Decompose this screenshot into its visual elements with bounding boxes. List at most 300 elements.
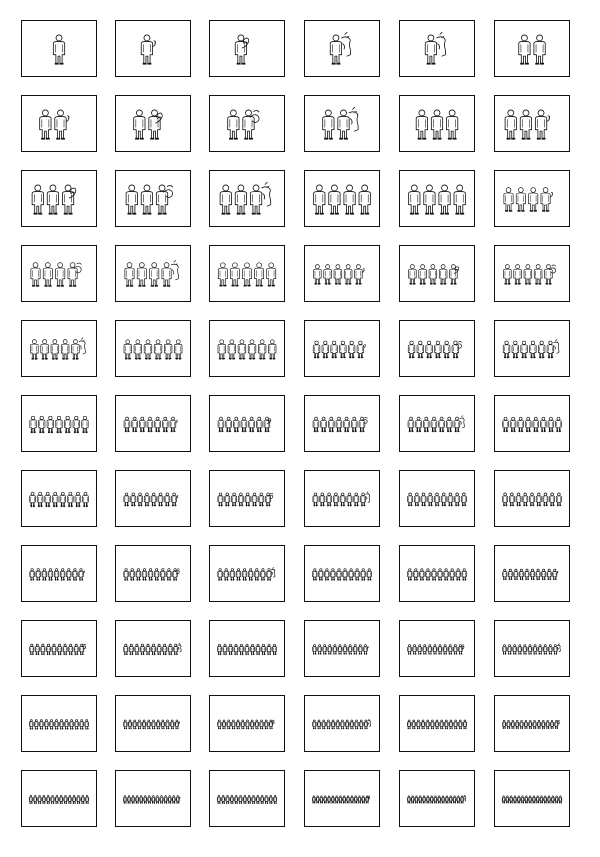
- person-figure: [239, 795, 242, 803]
- person-figure: [136, 569, 141, 581]
- person-figure: [320, 796, 323, 803]
- comic-panel: [304, 320, 380, 377]
- comic-panel: [494, 95, 570, 152]
- person-figure: [516, 188, 525, 212]
- person-figure: [454, 416, 464, 432]
- person-figure: [445, 720, 448, 729]
- person-figure: [328, 645, 332, 655]
- comic-panel: [399, 320, 475, 377]
- person-figure: [423, 645, 427, 655]
- motion-lines: [178, 643, 181, 652]
- panel-drawing: [116, 21, 190, 76]
- person-figure: [157, 644, 161, 655]
- person-figure: [458, 645, 463, 655]
- person-figure: [423, 417, 429, 432]
- panel-drawing: [400, 246, 474, 301]
- person-figure: [407, 796, 410, 803]
- person-figure: [411, 796, 414, 803]
- person-figure: [327, 720, 331, 729]
- comic-panel: [115, 320, 191, 377]
- person-figure: [34, 795, 37, 803]
- panel-drawing: [305, 321, 379, 376]
- person-figure: [134, 340, 142, 359]
- person-figure: [267, 263, 276, 286]
- person-figure: [230, 795, 233, 803]
- person-figure: [314, 185, 325, 215]
- person-figure: [543, 645, 547, 655]
- person-figure: [32, 185, 43, 215]
- person-figure: [441, 493, 446, 506]
- person-figure: [418, 645, 422, 655]
- person-figure: [35, 644, 39, 655]
- person-figure: [548, 417, 554, 432]
- comic-panel: [115, 395, 191, 452]
- panel-drawing: [495, 471, 569, 526]
- person-figure: [232, 493, 237, 506]
- comic-panel: [304, 770, 380, 827]
- person-figure: [252, 493, 257, 506]
- person-figure: [348, 645, 352, 655]
- comic-panel: [399, 620, 475, 677]
- panel-drawing: [22, 171, 96, 226]
- panel-drawing: [116, 246, 190, 301]
- person-figure: [162, 260, 179, 286]
- person-figure: [340, 341, 347, 358]
- comic-panel: [209, 620, 285, 677]
- person-figure: [412, 720, 415, 729]
- person-figure: [56, 416, 62, 433]
- person-figure: [421, 720, 424, 729]
- comic-panel: [494, 470, 570, 527]
- person-figure: [329, 185, 340, 215]
- panel-drawing: [210, 21, 284, 76]
- comic-panel: [304, 695, 380, 752]
- comic-panel: [21, 320, 97, 377]
- person-figure: [529, 796, 532, 803]
- comic-panel: [399, 545, 475, 602]
- person-figure: [429, 265, 437, 285]
- person-figure: [136, 796, 139, 804]
- person-figure: [355, 569, 360, 581]
- person-figure: [230, 569, 235, 581]
- person-figure: [542, 569, 546, 580]
- person-figure: [424, 185, 435, 215]
- panel-drawing: [495, 696, 569, 751]
- person-figure: [243, 795, 246, 803]
- comic-panel: [399, 395, 475, 452]
- person-figure: [541, 188, 553, 212]
- person-figure: [555, 720, 560, 728]
- person-figure: [217, 644, 221, 655]
- comic-panel: [21, 695, 97, 752]
- person-figure: [556, 417, 562, 432]
- person-figure: [60, 569, 65, 581]
- person-figure: [508, 569, 512, 580]
- panel-drawing: [305, 471, 379, 526]
- person-figure: [509, 493, 514, 506]
- person-figure: [82, 416, 88, 433]
- person-figure: [80, 644, 86, 655]
- person-figure: [503, 341, 510, 358]
- person-figure: [350, 796, 353, 803]
- person-figure: [334, 265, 342, 285]
- person-figure: [60, 795, 63, 803]
- person-figure: [47, 185, 58, 215]
- person-figure: [218, 263, 227, 286]
- person-figure: [42, 795, 45, 803]
- person-figure: [331, 796, 334, 803]
- person-figure: [241, 720, 245, 729]
- person-figure: [524, 720, 527, 728]
- person-figure: [242, 263, 251, 286]
- person-figure: [55, 795, 58, 803]
- person-figure: [328, 417, 334, 432]
- person-figure: [74, 644, 78, 655]
- person-figure: [224, 569, 229, 581]
- panel-drawing: [400, 696, 474, 751]
- person-figure: [39, 720, 43, 730]
- person-figure: [124, 417, 130, 432]
- panel-drawing: [305, 621, 379, 676]
- person-figure: [38, 795, 41, 803]
- person-figure: [319, 569, 324, 581]
- panel-drawing: [305, 696, 379, 751]
- comic-panel: [304, 470, 380, 527]
- person-figure: [359, 417, 367, 432]
- person-figure: [128, 720, 132, 729]
- person-figure: [529, 188, 538, 212]
- panel-drawing: [22, 771, 96, 826]
- motion-lines: [342, 32, 351, 56]
- person-figure: [228, 340, 236, 359]
- person-figure: [545, 265, 556, 285]
- person-figure: [68, 492, 74, 507]
- person-figure: [355, 720, 359, 729]
- panel-drawing: [210, 171, 284, 226]
- person-figure: [147, 720, 151, 729]
- person-figure: [506, 796, 509, 803]
- person-figure: [56, 263, 65, 287]
- person-figure: [139, 417, 145, 432]
- person-figure: [533, 645, 537, 655]
- person-figure: [461, 493, 466, 506]
- person-figure: [547, 340, 559, 358]
- person-figure: [164, 340, 172, 359]
- person-figure: [314, 265, 322, 285]
- person-figure: [156, 720, 160, 729]
- person-figure: [428, 645, 432, 655]
- person-figure: [322, 341, 329, 358]
- person-figure: [223, 644, 227, 655]
- person-figure: [409, 265, 417, 285]
- person-figure: [439, 185, 450, 215]
- person-figure: [235, 35, 248, 65]
- person-figure: [312, 796, 315, 803]
- person-figure: [29, 720, 33, 730]
- comic-panel: [209, 545, 285, 602]
- comic-panel: [209, 695, 285, 752]
- person-figure: [137, 263, 146, 287]
- person-figure: [232, 720, 236, 729]
- person-figure: [449, 720, 452, 729]
- person-figure: [154, 569, 159, 581]
- person-figure: [361, 569, 366, 581]
- person-figure: [65, 720, 69, 730]
- person-figure: [512, 341, 519, 358]
- person-figure: [536, 569, 540, 580]
- person-figure: [536, 796, 539, 803]
- panel-drawing: [210, 621, 284, 676]
- person-figure: [529, 720, 532, 728]
- person-figure: [534, 35, 545, 65]
- panel-drawing: [305, 771, 379, 826]
- person-figure: [341, 720, 345, 729]
- person-figure: [68, 263, 81, 287]
- comic-panel: [209, 95, 285, 152]
- person-figure: [242, 569, 247, 581]
- person-figure: [61, 340, 69, 360]
- person-figure: [338, 645, 342, 655]
- person-figure: [124, 569, 129, 581]
- person-figure: [227, 720, 231, 729]
- person-figure: [331, 341, 338, 358]
- comic-panel: [21, 245, 97, 302]
- person-figure: [448, 493, 453, 506]
- comic-panel: [21, 470, 97, 527]
- panel-drawing: [22, 21, 96, 76]
- comic-panel: [115, 170, 191, 227]
- person-figure: [446, 110, 457, 140]
- comic-panel: [494, 320, 570, 377]
- person-figure: [160, 796, 163, 804]
- person-figure: [154, 340, 162, 359]
- person-figure: [166, 720, 170, 729]
- person-figure: [536, 493, 541, 506]
- person-figure: [254, 569, 259, 581]
- person-figure: [416, 110, 427, 140]
- comic-panel: [494, 695, 570, 752]
- panel-drawing: [495, 621, 569, 676]
- person-figure: [52, 492, 58, 507]
- person-figure: [248, 795, 251, 803]
- person-figure: [172, 493, 178, 506]
- person-figure: [151, 644, 155, 655]
- person-figure: [318, 645, 322, 655]
- person-figure: [348, 341, 355, 358]
- person-figure: [156, 796, 159, 804]
- person-figure: [450, 265, 459, 285]
- person-figure: [129, 644, 133, 655]
- comic-panel: [399, 470, 475, 527]
- person-figure: [349, 569, 354, 581]
- person-figure: [529, 493, 534, 506]
- person-figure: [438, 645, 442, 655]
- person-figure: [260, 720, 264, 729]
- person-figure: [454, 720, 457, 729]
- person-figure: [409, 185, 420, 215]
- person-figure: [433, 645, 437, 655]
- person-figure: [519, 569, 523, 580]
- person-figure: [41, 644, 45, 655]
- person-figure: [344, 265, 352, 285]
- person-figure: [218, 417, 224, 432]
- person-figure: [50, 720, 54, 730]
- person-figure: [51, 795, 54, 803]
- person-figure: [267, 568, 275, 581]
- person-figure: [555, 796, 558, 803]
- person-figure: [259, 493, 264, 506]
- person-figure: [432, 569, 437, 581]
- person-figure: [438, 569, 443, 581]
- panel-drawing: [495, 771, 569, 826]
- person-figure: [235, 795, 238, 803]
- person-figure: [228, 644, 232, 655]
- person-figure: [256, 795, 259, 803]
- person-figure: [174, 643, 182, 655]
- comic-panel: [21, 770, 97, 827]
- person-figure: [170, 720, 174, 729]
- person-figure: [144, 796, 147, 804]
- person-figure: [542, 720, 545, 728]
- person-figure: [123, 796, 126, 804]
- person-figure: [47, 416, 53, 433]
- person-figure: [502, 720, 505, 728]
- comic-panel: [494, 245, 570, 302]
- person-figure: [421, 493, 426, 506]
- person-figure: [503, 417, 509, 432]
- person-figure: [366, 796, 370, 803]
- comic-panel: [115, 620, 191, 677]
- person-figure: [426, 796, 429, 803]
- comic-panel: [304, 395, 380, 452]
- person-figure: [514, 265, 522, 285]
- comic-panel: [115, 770, 191, 827]
- person-figure: [455, 493, 460, 506]
- comic-panel: [115, 695, 191, 752]
- comic-panel: [115, 20, 191, 77]
- person-figure: [243, 110, 259, 140]
- panel-drawing: [116, 171, 190, 226]
- person-figure: [448, 645, 452, 655]
- person-figure: [72, 338, 86, 359]
- person-figure: [141, 185, 152, 215]
- person-figure: [444, 569, 449, 581]
- person-figure: [440, 720, 443, 729]
- panel-drawing: [400, 171, 474, 226]
- person-figure: [140, 796, 143, 804]
- panel-drawing: [22, 471, 96, 526]
- panel-drawing: [116, 546, 190, 601]
- motion-lines: [464, 795, 466, 801]
- person-figure: [343, 569, 348, 581]
- person-figure: [69, 644, 73, 655]
- person-figure: [357, 341, 365, 358]
- comic-panel: [115, 245, 191, 302]
- person-figure: [321, 417, 327, 432]
- person-figure: [518, 645, 522, 655]
- person-figure: [530, 341, 537, 358]
- person-figure: [75, 720, 79, 730]
- person-figure: [459, 720, 462, 729]
- person-figure: [238, 493, 243, 506]
- person-figure: [320, 493, 325, 506]
- comic-panel: [304, 20, 380, 77]
- person-figure: [144, 340, 152, 359]
- person-figure: [176, 796, 180, 804]
- comic-panel: [494, 620, 570, 677]
- comic-panel: [21, 20, 97, 77]
- person-figure: [548, 796, 551, 803]
- person-figure: [331, 569, 336, 581]
- person-figure: [523, 645, 527, 655]
- person-figure: [355, 265, 365, 285]
- person-figure: [252, 795, 255, 803]
- person-figure: [228, 110, 239, 140]
- person-figure: [518, 417, 524, 432]
- panel-drawing: [495, 246, 569, 301]
- panel-drawing: [305, 96, 379, 151]
- person-figure: [517, 796, 520, 803]
- comic-panel: [399, 695, 475, 752]
- motion-lines: [550, 192, 552, 197]
- person-figure: [66, 569, 71, 581]
- person-figure: [417, 720, 420, 729]
- person-figure: [426, 341, 433, 358]
- person-figure: [149, 110, 162, 140]
- person-figure: [142, 720, 146, 729]
- person-figure: [413, 645, 417, 655]
- person-figure: [132, 796, 135, 804]
- panel-drawing: [400, 471, 474, 526]
- comic-panel: [399, 245, 475, 302]
- comic-panel: [21, 95, 97, 152]
- person-figure: [462, 569, 467, 581]
- panel-drawing: [495, 321, 569, 376]
- person-figure: [438, 796, 441, 803]
- person-figure: [313, 493, 318, 506]
- motion-lines: [554, 340, 559, 354]
- person-figure: [339, 796, 342, 803]
- person-figure: [312, 569, 317, 581]
- comic-panel: [304, 545, 380, 602]
- person-figure: [434, 796, 437, 803]
- person-figure: [258, 340, 266, 359]
- panel-drawing: [400, 546, 474, 601]
- comic-panel: [115, 95, 191, 152]
- person-figure: [325, 569, 330, 581]
- person-figure: [70, 720, 74, 730]
- panel-drawing: [495, 21, 569, 76]
- person-figure: [124, 644, 128, 655]
- person-figure: [327, 493, 332, 506]
- panel-drawing: [22, 321, 96, 376]
- person-figure: [351, 417, 357, 432]
- comic-panel: [304, 170, 380, 227]
- person-figure: [434, 493, 439, 506]
- panel-drawing: [400, 621, 474, 676]
- panel-drawing: [495, 96, 569, 151]
- person-figure: [124, 493, 129, 506]
- person-figure: [519, 35, 530, 65]
- comic-panel: [494, 395, 570, 452]
- person-figure: [338, 107, 358, 139]
- panel-drawing: [305, 396, 379, 451]
- person-figure: [266, 493, 273, 506]
- person-figure: [173, 569, 180, 581]
- motion-lines: [349, 107, 358, 131]
- motion-lines: [171, 260, 178, 279]
- panel-drawing: [116, 96, 190, 151]
